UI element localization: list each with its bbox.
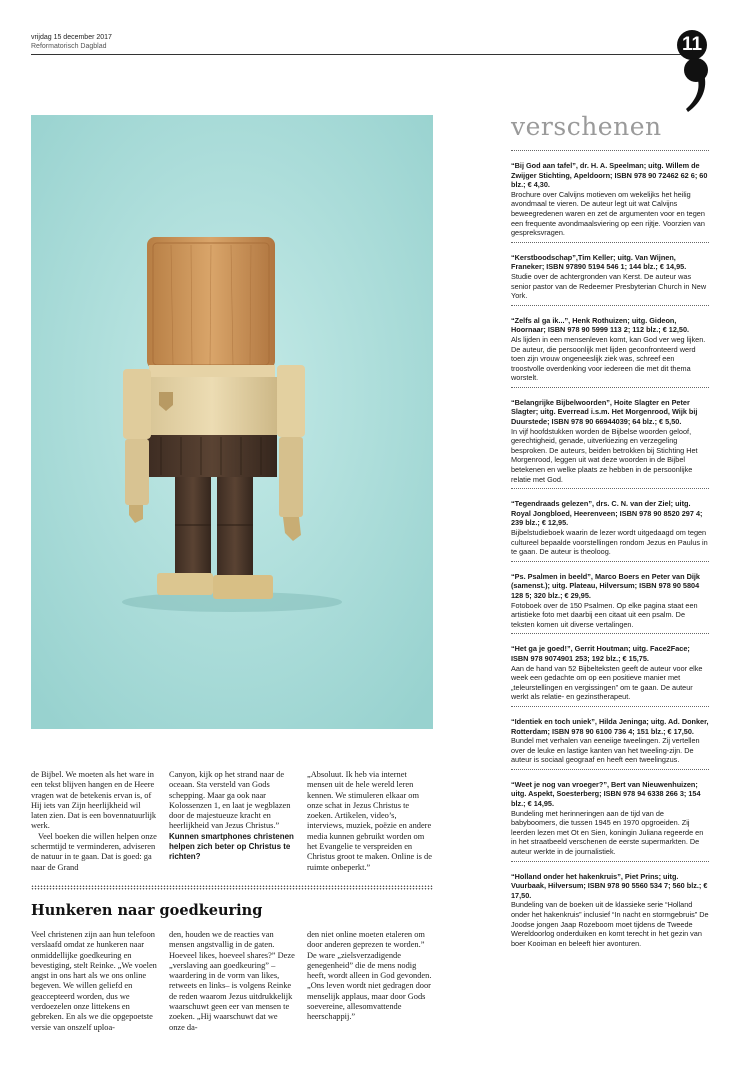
- robot-illustration: [31, 115, 433, 729]
- book-description: Bijbelstudieboek waarin de lezer wordt uitgedaagd om tegen cultureel bepaalde voorstellingen rondom Jezus en Paulus in te gaan. De auteur is theoloog.: [511, 528, 708, 557]
- book-entry: [511, 253, 709, 301]
- book-description: Bundeling van de boeken uit de klassieke serie “Holland onder het hakenkruis” inclusief “In nacht en stormgebruis” De Joodse jongen Jaap Rozeboom moet tijdens de Tweede Wereldoorlog onderduiken en komt terecht in het gezin van boer Kooiman en beleeft hier avonturen.: [511, 900, 709, 948]
- new-releases-sidebar: [511, 112, 709, 948]
- sidebar-separator: [511, 150, 709, 151]
- page-number: 11: [677, 30, 707, 60]
- book-description: Studie over de achtergronden van Kerst. De auteur was senior pastor van de Redeemer Presbyterian Church in New York.: [511, 271, 707, 301]
- paragraph: „Absoluut. Ik heb via internet mensen uit de hele wereld leren kennen. We stimuleren elkaar om onze schat in Jezus Christus te zoeken. Artikelen, video’s, interviews, muziek, poëzie en andere media kunnen gebruikt worden om het Evangelie te verspreiden en Christus groot te maken. Online is de ruimte onbeperkt.”: [307, 770, 432, 872]
- book-separator: [511, 387, 709, 388]
- book-description: Bundeling met herinneringen aan de tijd van de babyboomers, die tussen 1945 en 1970 opgroeiden. Zij leerden lezen met Ot en Sien, koningin Juliana regeerde en in het straatbeeld verschenen de eerste supermarkten. De auteur werkte in de journalistiek.: [511, 808, 704, 857]
- book-entry: [511, 872, 709, 949]
- paragraph: de Bijbel. We moeten als het ware in een tekst blijven hangen en de Heere vragen wat de betekenis ervan is, of Hij iets van Zijn heerlijkheid wil laten zien. Dat is een bovennatuurlijk werk.: [31, 770, 157, 831]
- paragraph: Veel christenen zijn aan hun telefoon verslaafd omdat ze hunkeren naar onmiddellijke goedkeuring en bevestiging, stelt Reinke. „We voelen angst in ons hart als we ons online begeven. We willen geliefd en geaccepteerd worden, dus we verdoezelen onze littekens en gebreken. En als we die opgepoetste versie van onszelf uploa-: [31, 930, 157, 1032]
- page-header: [31, 33, 681, 55]
- article-column-3: [307, 930, 433, 1023]
- book-entry: [511, 499, 709, 557]
- header-date: vrijdag 15 december 2017: [31, 34, 112, 41]
- book-separator: [511, 861, 709, 862]
- book-heading: “Weet je nog van vroeger?”, Bert van Nieuwenhuizen; uitg. Aspekt, Soesterberg; ISBN 978 94 6338 266 3; 154 blz.; € 14,95.: [511, 779, 701, 809]
- book-description: Bundel met verhalen van eeneiige tweelingen. Zij vertellen over de leuke en lastige kanten van het tweeling-zijn. De auteur is sociaal geograaf en heeft een tweelingzus.: [511, 736, 700, 765]
- book-heading: “Kerstboodschap”,Tim Keller; uitg. Van Wijnen, Franeker; ISBN 97890 5194 546 1; 144 blz.; € 14,95.: [511, 252, 687, 272]
- article-heading: Hunkeren naar goedkeuring: [31, 902, 263, 919]
- article-column-1: [31, 930, 157, 1033]
- paragraph: De ware „zielsverzadigende genegenheid” die de mens nodig heeft, wordt alleen in God gevonden. „Ons leven wordt niet gedragen door menselijk applaus, maar door Gods soevereine, allesomvattende heerschappij.”: [307, 950, 432, 1022]
- book-description: Fotoboek over de 150 Psalmen. Op elke pagina staat een artistieke foto met daarbij een citaat uit een psalm. De teksten komen uit diverse vertalingen.: [511, 600, 698, 629]
- book-heading: “Ps. Psalmen in beeld”, Marco Boers en Peter van Dijk (samenst.); uitg. Plateau, Hilversum; ISBN 978 90 5804 128 5; 320 blz.; € 29,95.: [511, 571, 700, 600]
- book-heading: “Zelfs al ga ik...”, Henk Rothuizen; uitg. Gideon, Hoornaar; ISBN 978 90 5999 113 2; 112 blz.; € 12,50.: [511, 315, 690, 335]
- book-heading: “Tegendraads gelezen”, drs. C. N. van der Ziel; uitg. Royal Jongbloed, Heerenveen; ISBN 978 90 8520 297 4; 239 blz.; € 12,95.: [511, 499, 703, 528]
- book-heading: “Bij God aan tafel”, dr. H. A. Speelman; uitg. Willem de Zwijger Stichting, Apeldoorn; ISBN 978 90 72462 62 6; 60 blz.; € 4,30.: [511, 161, 708, 190]
- book-separator: [511, 242, 709, 243]
- book-separator: [511, 633, 709, 634]
- article-column-2: [169, 770, 295, 863]
- comma-icon: [682, 56, 710, 114]
- book-description: In vijf hoofdstukken worden de Bijbelse woorden geloof, gerechtigheid, genade, uitverkiezing en verzegeling besproken. De auteurs, beiden betrokken bij Stichting Het Morgenrood, leggen uit wat deze woorden in de Bijbel betekenen en welke plaats ze hebben in de persoonlijke relatie met God.: [511, 426, 698, 484]
- book-separator: [511, 706, 709, 707]
- interview-question: Kunnen smartphones christenen helpen zich beter op Christus te richten?: [169, 831, 294, 862]
- sidebar-title: verschenen: [511, 112, 662, 141]
- article-column-2: [169, 930, 295, 1033]
- book-heading: “Het ga je goed!”, Gerrit Houtman; uitg. Face2Face; ISBN 978 9074901 253; 192 blz.; € 15,75.: [511, 644, 690, 663]
- paragraph: den niet online moeten etaleren om door anderen geprezen te worden.”: [307, 930, 425, 950]
- dotted-divider: [31, 885, 433, 890]
- header-paper-name: Reformatorisch Dagblad: [31, 43, 107, 50]
- book-separator: [511, 561, 709, 562]
- paragraph: den, houden we de reacties van mensen angstvallig in de gaten. Hoeveel likes, hoeveel shares?” Deze „verslaving aan goedkeuring” –waardering in de vorm van likes, retweets en links– is volgens Reinke de reden waarom Jezus uitdrukkelijk waarschuwt geen eer van mensen te zoeken. „Hij waarschuwt dat we onze da-: [169, 930, 295, 1032]
- article-column-1: [31, 770, 157, 873]
- article-column-3: [307, 770, 433, 873]
- book-heading: “Belangrijke Bijbelwoorden”, Hoite Slagter en Peter Slagter; uitg. Everread i.s.m. Het Morgenrood, Wijk bij Duurstede; ISBN 978 90 66944039; 64 blz.; € 5,50.: [511, 397, 698, 427]
- book-separator: [511, 488, 709, 489]
- book-heading: “Identiek en toch uniek”, Hilda Jeninga; uitg. Ad. Donker, Rotterdam; ISBN 978 90 6100 736 4; 151 blz.; € 17,50.: [511, 716, 709, 736]
- book-entry: [511, 316, 709, 383]
- book-heading: “Holland onder het hakenkruis”, Piet Prins; uitg. Vuurbaak, Hilversum; ISBN 978 90 5560 534 7; 560 blz.; € 17,50.: [511, 871, 708, 900]
- book-entry: [511, 780, 709, 857]
- book-entry: [511, 398, 709, 484]
- book-description: Als lijden in een mensenleven komt, kan God ver weg lijken. De auteur, die persoonlijk met lijden geconfronteerd werd toen zijn vrouw ongeneeslijk ziek was, schreef een troostvolle overdenking voor iedereen die met dit thema worstelt.: [511, 334, 706, 383]
- book-entry: [511, 572, 709, 630]
- book-entry: [511, 161, 709, 238]
- book-entry: [511, 644, 709, 702]
- wooden-robot-photo: [31, 115, 433, 729]
- book-description: Aan de hand van 52 Bijbelteksten geeft de auteur voor elke week een gedachte om op een positieve manier met „teleurstellingen en vergissingen” om te gaan. De auteur werkt als relatie- en gezinstherapeut.: [511, 663, 703, 702]
- paragraph: Canyon, kijk op het strand naar de oceaan. Sta versteld van Gods schepping. Maar ga ook naar Kolossenzen 1, en laat je wegblazen door de majestueuze kracht en heerlijkheid van Jezus Christus.”: [169, 770, 291, 831]
- book-separator: [511, 305, 709, 306]
- book-description: Brochure over Calvijns motieven om wekelijks het heilig avondmaal te vieren. De auteur legt uit wat Calvijns beweegredenen waren en zet de argumenten voor en tegen een frequente avondmaalsviering op een rijtje. Voorzien van gespreksvragen.: [511, 189, 705, 238]
- book-separator: [511, 769, 709, 770]
- paragraph: Veel boeken die willen helpen onze schermtijd te verminderen, adviseren de natuur in te gaan. Dat is goed: ga naar de Grand: [31, 831, 157, 872]
- book-entry: [511, 717, 709, 765]
